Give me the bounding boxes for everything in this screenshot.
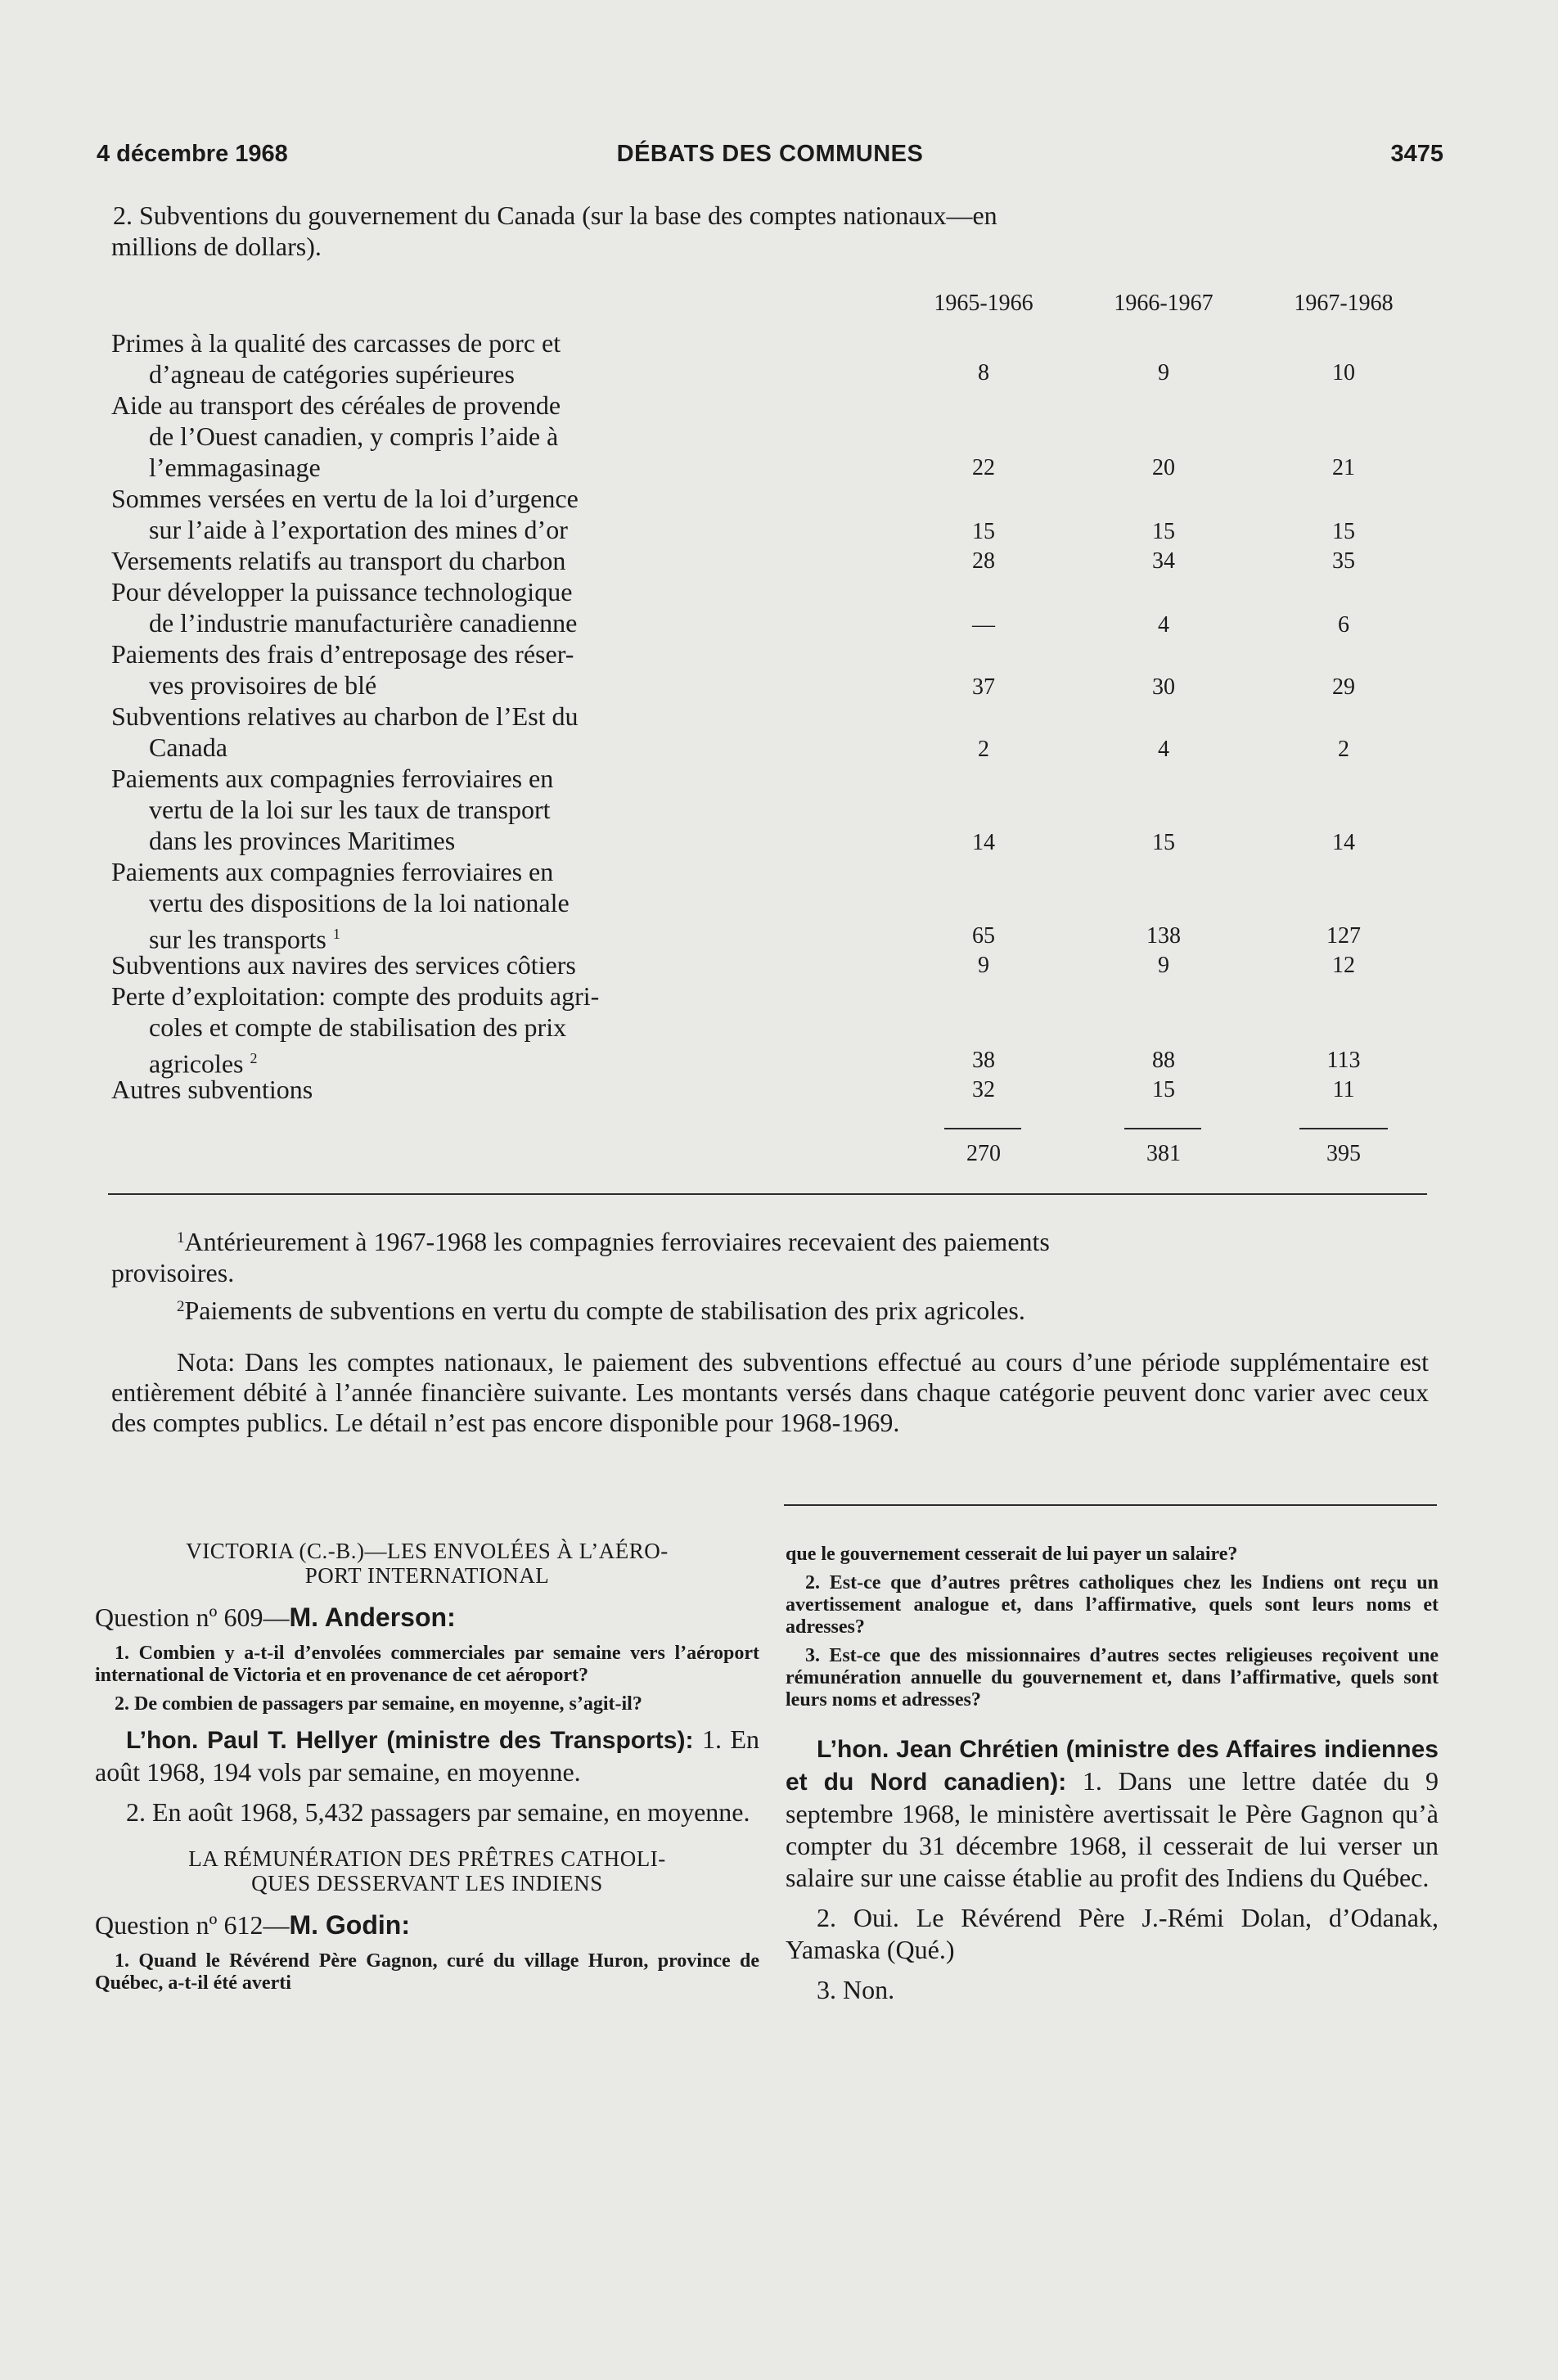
table-cell: 138 (1146, 923, 1181, 949)
table-cell: 34 (1152, 548, 1175, 574)
row-label-line: l’emmagasinage (149, 453, 321, 482)
question-612-heading (95, 1910, 759, 1941)
column-header-1965: 1965-1966 (934, 291, 1033, 316)
question-number: Question nº 612— (95, 1910, 290, 1940)
row-label-line: ves provisoires de blé (149, 670, 377, 700)
table-cell: 9 (1158, 953, 1169, 978)
total-cell: 395 (1326, 1141, 1361, 1166)
row-label-line: coles et compte de stabilisation des prix (149, 1012, 567, 1042)
table-row-label (111, 390, 776, 483)
table-cell: 65 (972, 923, 995, 949)
row-label-line: Autres subventions (111, 1075, 313, 1104)
row-label-line: Paiements des frais d’entreposage des réser- (111, 639, 574, 669)
row-label-line: Aide au transport des céréales de provende (111, 390, 561, 420)
right-column (786, 1544, 1439, 2009)
table-cell: 88 (1152, 1048, 1175, 1073)
row-label-line: Perte d’exploitation: compte des produits agri- (111, 981, 600, 1011)
row-label-line: Paiements aux compagnies ferroviaires en (111, 857, 554, 886)
heading-line: QUES DESSERVANT LES INDIENS (251, 1871, 603, 1895)
table-cell: 38 (972, 1048, 995, 1073)
header-date: 4 décembre 1968 (97, 141, 288, 167)
table-cell: 14 (1332, 830, 1355, 855)
table-cell: 11 (1332, 1077, 1355, 1102)
header-title: DÉBATS DES COMMUNES (616, 141, 924, 167)
row-label-line: Paiements aux compagnies ferroviaires en (111, 764, 554, 793)
table-cell: 20 (1152, 455, 1175, 480)
row-label-line: dans les provinces Maritimes (149, 826, 456, 855)
table-bottom-rule (108, 1193, 1427, 1195)
table-cell: 2 (978, 737, 989, 762)
questioner-name: M. Godin: (289, 1910, 410, 1940)
table-row-label (111, 856, 776, 955)
total-cell: 381 (1146, 1141, 1181, 1166)
heading-line: LA RÉMUNÉRATION DES PRÊTRES CATHOLI- (188, 1846, 666, 1871)
table-cell: 21 (1332, 455, 1355, 480)
table-cell: 6 (1338, 612, 1349, 638)
row-label-line: Subventions relatives au charbon de l’Est du (111, 701, 579, 731)
footnote-1-text: Antérieurement à 1967-1968 les compagnies ferroviaires recevaient des paiements (184, 1227, 1050, 1256)
table-cell: 113 (1326, 1048, 1361, 1073)
row-label-text: sur les transports (149, 924, 326, 954)
table-row-label (111, 949, 776, 980)
answer-609-part-1 (95, 1724, 759, 1788)
table-intro (113, 200, 1440, 262)
column-header-1966: 1966-1967 (1114, 291, 1214, 316)
row-label-line: de l’Ouest canadien, y compris l’aide à (149, 421, 559, 451)
row-label-line: Sommes versées en vertu de la loi d’urgence (111, 484, 579, 513)
table-cell: 35 (1332, 548, 1355, 574)
question-612-part-3: 3. Est-ce que des missionnaires d’autres sectes religieuses reçoivent une rémunération annuelle du gouvernement et, dans l’affirmative, quels sont leurs noms et adresses? (786, 1645, 1439, 1711)
row-label-line: Pour développer la puissance technologique (111, 577, 573, 606)
table-cell: 9 (978, 953, 989, 978)
row-label-line: vertu de la loi sur les taux de transport (149, 795, 551, 824)
table-cell: 12 (1332, 953, 1355, 978)
question-number: Question nº 609— (95, 1602, 290, 1632)
table-cell: 4 (1158, 612, 1169, 638)
sum-rule (944, 1128, 1021, 1129)
table-cell: 15 (1332, 519, 1355, 544)
page-header (97, 141, 1443, 174)
table-cell: 15 (1152, 1077, 1175, 1102)
header-page-number: 3475 (1390, 141, 1443, 167)
section-heading-victoria (95, 1539, 759, 1588)
footnote-marker: 1 (332, 926, 340, 942)
row-label-line: vertu des dispositions de la loi nationale (149, 888, 570, 917)
row-label-line: de l’industrie manufacturière canadienne (149, 608, 578, 638)
total-cell: 270 (966, 1141, 1001, 1166)
column-header-1967: 1967-1968 (1294, 291, 1394, 316)
table-row-label (111, 1074, 776, 1105)
nota-paragraph: Nota: Dans les comptes nationaux, le paiement des subventions effectué au cours d’une période supplémentaire est entièrement débité à l’année financière suivante. Les montants versés dans chaque catégorie peuvent donc varier avec ceux des comptes publics. Le détail n’est pas encore disponible pour 1968-1969. (111, 1347, 1429, 1437)
footnote-1-cont: provisoires. (111, 1258, 235, 1287)
table-cell: 4 (1158, 737, 1169, 762)
row-label-line: d’agneau de catégories supérieures (149, 359, 515, 389)
table-cell: 15 (972, 519, 995, 544)
question-609-heading (95, 1602, 759, 1633)
footnote-2-mark: 2 (177, 1298, 185, 1315)
question-612-part-1: 1. Quand le Révérend Père Gagnon, curé du village Huron, province de Québec, a-t-il été averti (95, 1950, 759, 1994)
table-row-label (111, 576, 776, 638)
table-cell: 28 (972, 548, 995, 574)
answer-612-part-2: 2. Oui. Le Révérend Père J.-Rémi Dolan, d’Odanak, Yamaska (Qué.) (786, 1903, 1439, 1964)
table-row-label (111, 638, 776, 701)
table-cell: 15 (1152, 519, 1175, 544)
row-label-line: Subventions aux navires des services côtiers (111, 950, 576, 980)
table-row-label (111, 980, 776, 1080)
question-612-part-1-cont: que le gouvernement cesserait de lui payer un salaire? (786, 1544, 1238, 1565)
footnote-marker: 2 (250, 1050, 258, 1066)
section-rule (784, 1504, 1437, 1506)
row-label-line: sur l’aide à l’exportation des mines d’or (149, 515, 568, 544)
table-row-label (111, 483, 776, 545)
section-heading-pretres (95, 1846, 759, 1895)
footnote-2 (111, 1291, 1424, 1326)
table-row-label (111, 701, 776, 763)
table-cell: 15 (1152, 830, 1175, 855)
questioner-name: M. Anderson: (289, 1602, 456, 1632)
heading-line: PORT INTERNATIONAL (304, 1563, 550, 1588)
table-cell: 32 (972, 1077, 995, 1102)
intro-line-2: millions de dollars). (111, 232, 322, 261)
table-cell: 22 (972, 455, 995, 480)
footnote-1 (111, 1223, 1424, 1288)
row-label-text: agricoles (149, 1048, 244, 1079)
table-cell: 29 (1332, 674, 1355, 700)
footnote-2-text: Paiements de subventions en vertu du compte de stabilisation des prix agricoles. (184, 1296, 1025, 1325)
row-label-line: Primes à la qualité des carcasses de porc et (111, 328, 561, 358)
table-cell: 14 (972, 830, 995, 855)
answer-text: 1. Dans une lettre datée du 9 septembre 1968, le ministère avertissait le Père Gagnon qu’à compter du 31 décembre 1968, il cesserait de lui verser un salaire sur une caisse établie au profit des Indiens du Québec. (786, 1766, 1439, 1892)
heading-line: VICTORIA (C.-B.)—LES ENVOLÉES À L’AÉRO- (186, 1539, 669, 1563)
minister-name: L’hon. Jean Chrétien (ministre des Affaires indiennes et du Nord canadien): (786, 1736, 1439, 1796)
table-row-label (111, 545, 776, 576)
table-cell: 127 (1326, 923, 1361, 949)
answer-text: 1. En août 1968, 194 vols par semaine, en moyenne. (95, 1724, 759, 1787)
answer-609-part-2: 2. En août 1968, 5,432 passagers par semaine, en moyenne. (126, 1797, 750, 1827)
question-609-part-1: 1. Combien y a-t-il d’envolées commerciales par semaine vers l’aéroport international de Victoria et en provenance de cet aéroport? (95, 1643, 759, 1686)
table-row-label (111, 327, 776, 390)
sum-rule (1299, 1128, 1388, 1129)
table-cell: 30 (1152, 674, 1175, 700)
question-609-part-2: 2. De combien de passagers par semaine, en moyenne, s’agit-il? (115, 1693, 642, 1715)
table-cell: 9 (1158, 360, 1169, 385)
row-label-line: Canada (149, 732, 227, 762)
row-label-line: Versements relatifs au transport du charbon (111, 546, 566, 575)
table-cell: 37 (972, 674, 995, 700)
minister-name: L’hon. Paul T. Hellyer (ministre des Transports): (126, 1727, 694, 1754)
left-column (95, 1539, 759, 2001)
answer-612-part-1 (786, 1733, 1439, 1894)
answer-612-part-3: 3. Non. (817, 1975, 895, 2004)
table-cell: 2 (1338, 737, 1349, 762)
table-cell: 10 (1332, 360, 1355, 385)
table-cell: 8 (978, 360, 989, 385)
intro-line-1: 2. Subventions du gouvernement du Canada (sur la base des comptes nationaux—en (113, 201, 997, 230)
sum-rule (1124, 1128, 1201, 1129)
footnote-1-mark: 1 (177, 1229, 185, 1246)
table-row-label (111, 763, 776, 856)
table-cell: — (972, 612, 995, 638)
question-612-part-2: 2. Est-ce que d’autres prêtres catholiques chez les Indiens ont reçu un avertissement analogue et, dans l’affirmative, quels sont leurs noms et adresses? (786, 1572, 1439, 1638)
